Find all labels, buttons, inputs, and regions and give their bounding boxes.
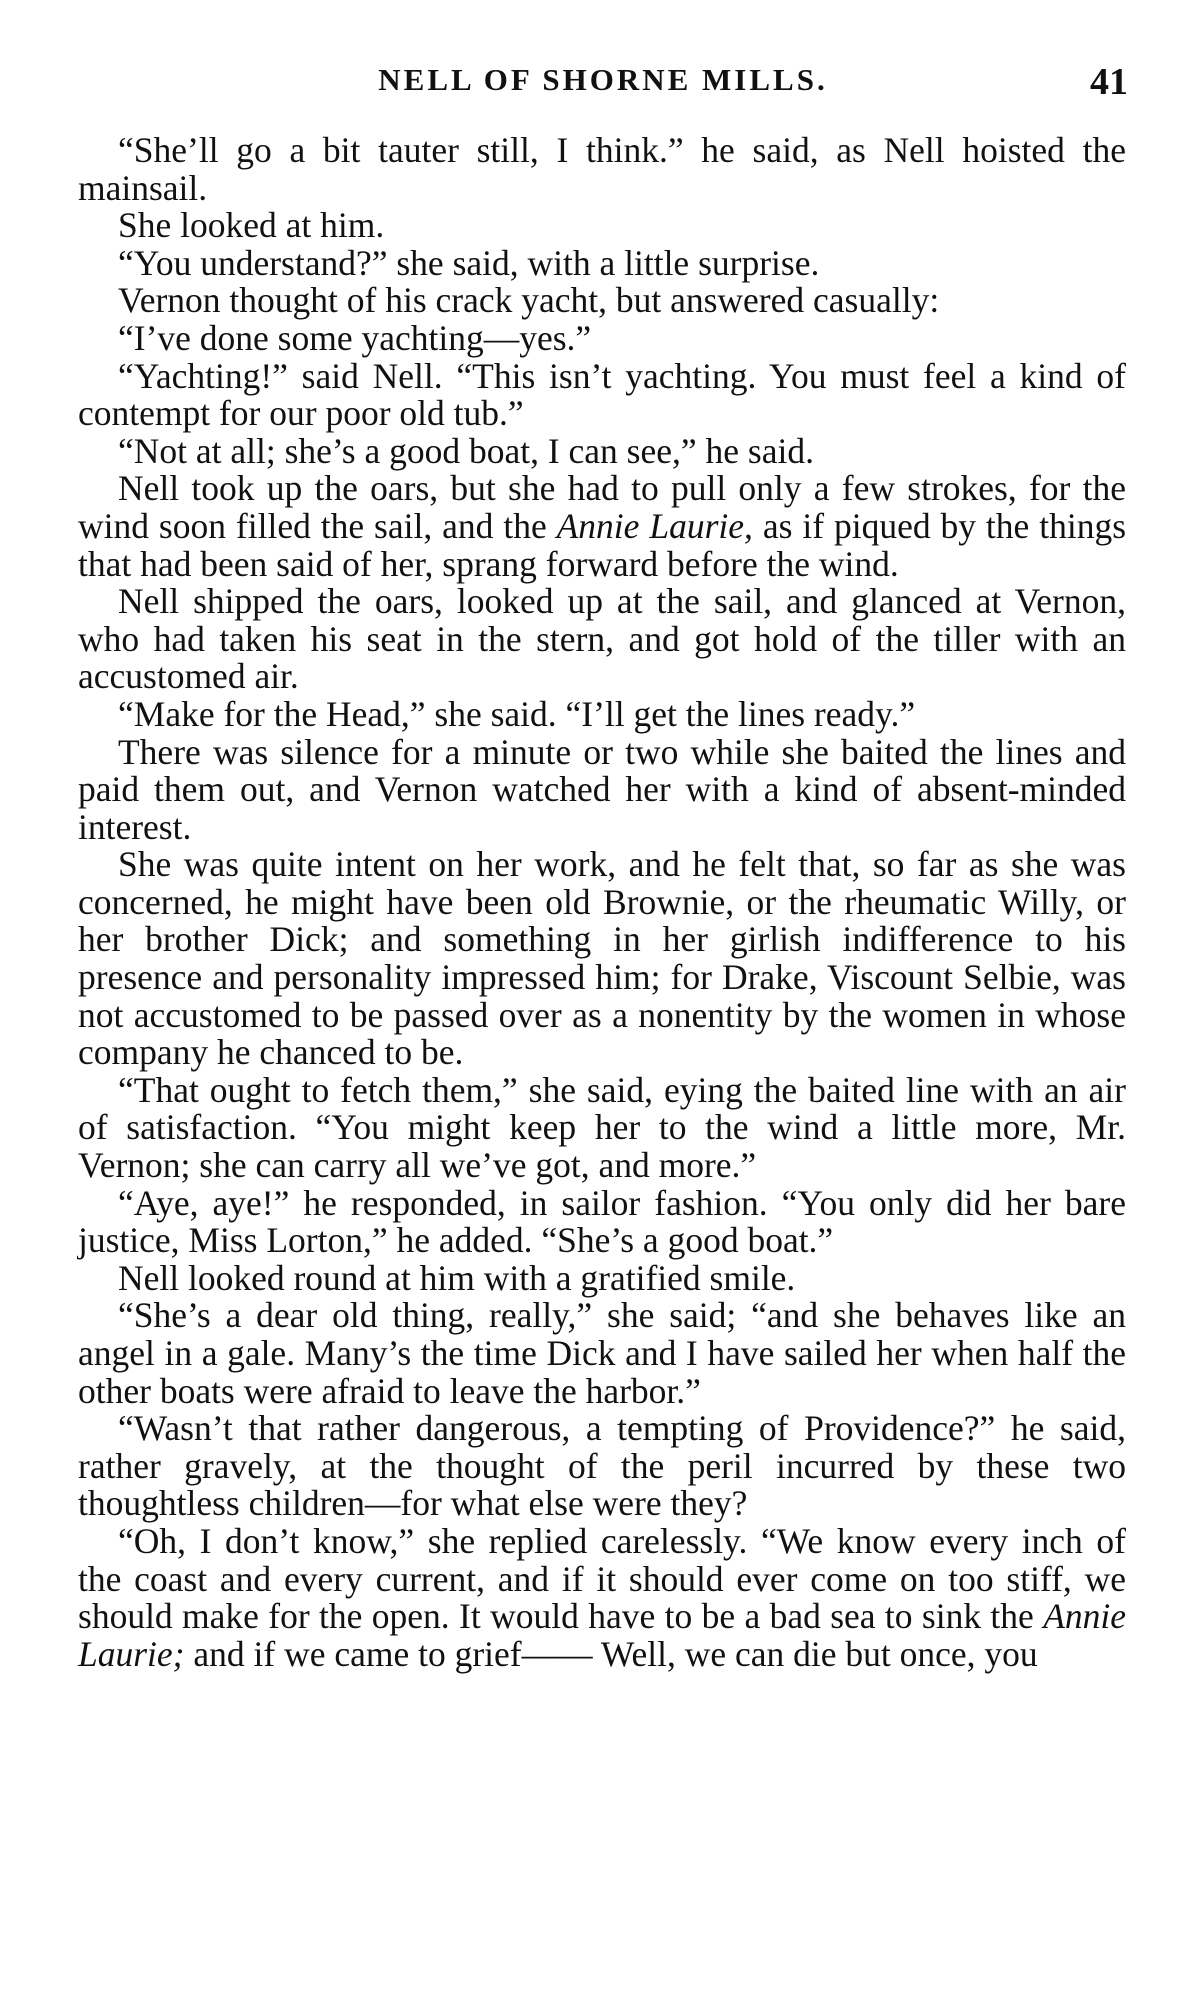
paragraph: “That ought to fetch them,” she said, eying the baited line with an air of satisfaction. “You might keep her to the wind a little more, Mr. Vernon; she can carry all we’ve got, and more.”	[78, 1069, 1126, 1186]
paragraph: Nell shipped the oars, looked up at the sail, and glanced at Vernon, who had taken his seat in the stern, and got hold of the tiller with an accustomed air.	[78, 581, 1126, 697]
page-header	[78, 62, 1128, 108]
ship-name: Annie Laurie,	[556, 505, 753, 546]
running-title: NELL OF SHORNE MILLS.	[378, 62, 828, 97]
paragraph: Nell looked round at him with a gratified smile.	[118, 1257, 796, 1298]
paragraph: “Yachting!” said Nell. “This isn’t yachting. You must feel a kind of contempt for our poor old tub.”	[78, 355, 1126, 434]
paragraph: “She’ll go a bit tauter still, I think.” he said, as Nell hoisted the mainsail.	[78, 130, 1126, 208]
paragraph: “Make for the Head,” she said. “I’ll get the lines ready.”	[118, 693, 916, 734]
paragraph: “She’s a dear old thing, really,” she said; “and she behaves like an angel in a gale. Many’s the time Dick and I have sailed her when half the other boats were afraid to leave the harbor.”	[78, 1295, 1126, 1411]
page-number: 41	[1090, 61, 1128, 103]
paragraph: “Not at all; she’s a good boat, I can see,” he said.	[118, 430, 814, 471]
paragraph: She looked at him.	[118, 205, 385, 246]
paragraph: “Wasn’t that rather dangerous, a tempting of Providence?” he said, rather gravely, at the thought of the peril incurred by these two thoughtless children—for what else were they?	[78, 1408, 1126, 1524]
paragraph: She was quite intent on her work, and he felt that, so far as she was concerned, he might have been old Brownie, or the rheumatic Willy, or her brother Dick; and something in her girlish indifference to his presence and personality impressed him; for Drake, Viscount Selbie, was not accustomed to be passed over as a nonentity by the women in whose company he chanced to be.	[78, 844, 1126, 1073]
paragraph: “Oh, I don’t know,” she replied carelessly. “We know every inch of the coast and every current, and if it should ever come on too stiff, we should make for the open. It would have to be a bad sea to sink the Annie Laurie; and if we came to grief—— Well, we can die but once, you	[78, 1520, 1126, 1674]
paragraph: “I’ve done some yachting—yes.”	[118, 317, 592, 358]
body-text	[78, 132, 1126, 1673]
ship-name: Annie Laurie;	[78, 1596, 1126, 1674]
paragraph: There was silence for a minute or two while she baited the lines and paid them out, and Vernon watched her with a kind of absent-minded interest.	[78, 731, 1126, 847]
paragraph: “You understand?” she said, with a little surprise.	[118, 242, 820, 283]
paragraph: “Aye, aye!” he responded, in sailor fashion. “You only did her bare justice, Miss Lorton,” he added. “She’s a good boat.”	[78, 1182, 1126, 1261]
paragraph: Vernon thought of his crack yacht, but answered casually:	[118, 280, 940, 321]
paragraph: Nell took up the oars, but she had to pull only a few strokes, for the wind soon filled the sail, and the Annie Laurie, as if piqued by the things that had been said of her, sprang forward before the wind.	[78, 468, 1127, 584]
